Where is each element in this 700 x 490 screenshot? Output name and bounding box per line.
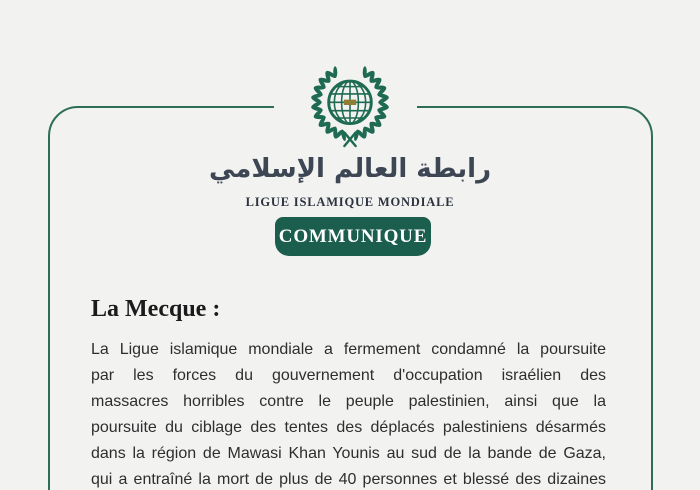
body-line: dans la région de Mawasi Khan Younis au sud de la bande de Gaza, [91, 445, 606, 462]
arabic-brand-name: رابطة العالم الإسلامي [208, 154, 492, 184]
body-line: qui a entraîné la mort de plus de 40 personnes et blessé des dizaines [91, 471, 606, 488]
communique-badge [275, 217, 431, 256]
kaaba-band [344, 100, 356, 105]
body-line: poursuite du ciblage des tentes des déplacés palestiniens désarmés [91, 419, 606, 436]
body-line: La Ligue islamique mondiale a fermement condamné la poursuite [91, 341, 606, 358]
dateline: La Mecque : [91, 296, 221, 322]
org-name: LIGUE ISLAMIQUE MONDIALE [245, 195, 455, 209]
communique-badge-label: COMMUNIQUE [278, 225, 428, 247]
body-line: par les forces du gouvernement d'occupation israélien des [91, 367, 606, 384]
communique-body [91, 337, 606, 490]
body-line: massacres horribles contre le peuple palestinien, ainsi que la [91, 393, 606, 410]
globe-wreath-icon [294, 56, 406, 152]
